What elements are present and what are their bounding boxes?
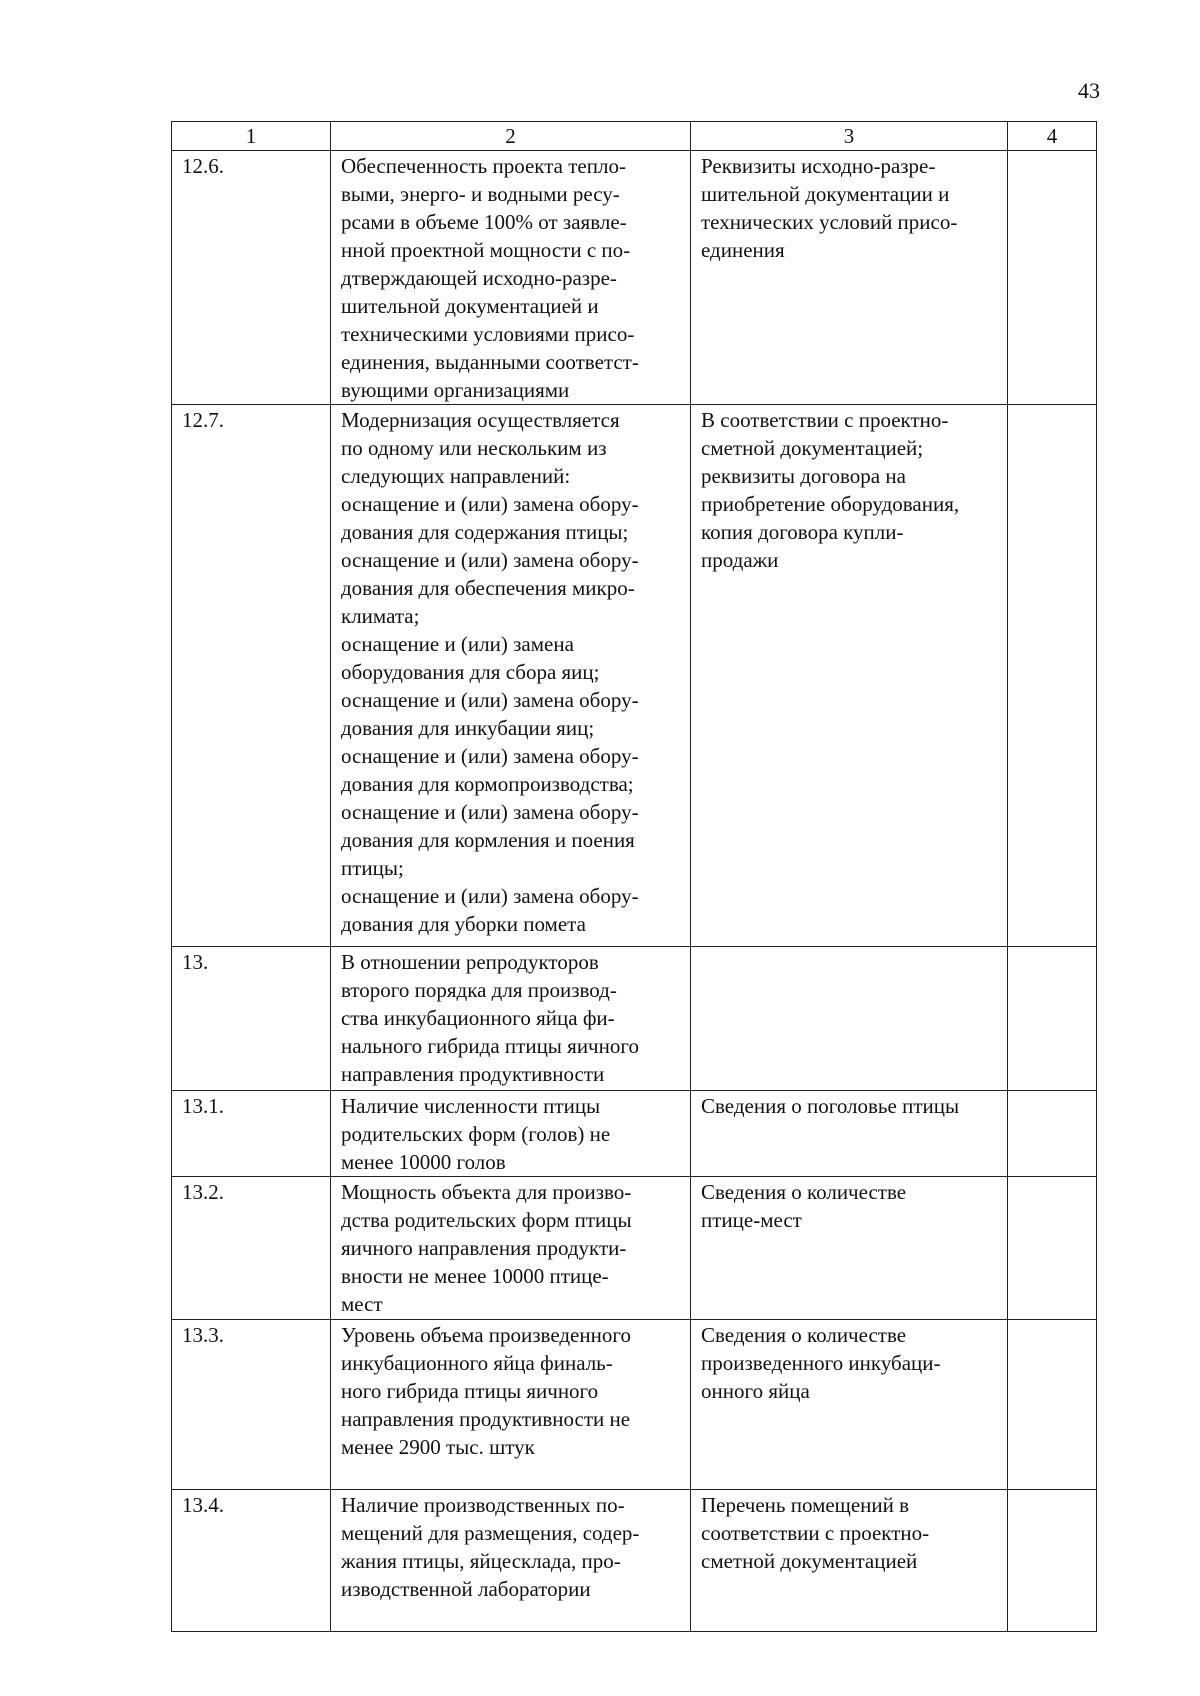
documents-text: В соответствии с проектно- сметной документацией; реквизиты договора на приобретение оборудования, копия договора купли- продажи <box>691 405 1008 947</box>
documents-text: Перечень помещений в соответствии с проектно- сметной документацией <box>691 1490 1008 1632</box>
documents-text: Сведения о количестве произведенного инкубаци- онного яйца <box>691 1320 1008 1490</box>
requirement-text: Мощность объекта для произво- дства родительских форм птицы яичного направления продукти- вности не менее 10000 птице- мест <box>331 1177 691 1320</box>
item-number: 12.6. <box>172 151 331 405</box>
requirements-table <box>171 121 1097 1632</box>
table-row <box>172 947 1097 1091</box>
page-number: 43 <box>1078 78 1100 103</box>
documents-text: Сведения о количестве птице-мест <box>691 1177 1008 1320</box>
note-cell <box>1008 151 1097 405</box>
note-cell <box>1008 1320 1097 1490</box>
column-header-1: 1 <box>172 122 331 151</box>
requirement-text: Модернизация осуществляется по одному или нескольким из следующих направлений: оснащение и (или) замена обору- дования для содержания птицы; оснащение и (или) замена обору- дования для обеспечения микро- климата; оснащение и (или) замена оборудования для сбора яиц; оснащение и (или) замена обору- дования для инкубации яиц; оснащение и (или) замена обору- дования для кормопроизводства; оснащение и (или) замена обору- дования для кормления и поения птицы; оснащение и (или) замена обору- дования для уборки помета <box>331 405 691 947</box>
documents-text: Реквизиты исходно-разре- шительной документации и технических условий присо- единения <box>691 151 1008 405</box>
requirement-text: Обеспеченность проекта тепло- выми, энерго- и водными ресу- рсами в объеме 100% от заявле- нной проектной мощности с по- дтверждающей исходно-разре- шительной документацией и техническими условиями присо- единения, выданными соответст- вующими организациями <box>331 151 691 405</box>
note-cell <box>1008 1490 1097 1632</box>
table-header-row <box>172 122 1097 151</box>
column-header-3: 3 <box>691 122 1008 151</box>
column-header-4: 4 <box>1008 122 1097 151</box>
column-header-2: 2 <box>331 122 691 151</box>
requirement-text: Наличие производственных по- мещений для размещения, содер- жания птицы, яйцесклада, про- изводственной лаборатории <box>331 1490 691 1632</box>
item-number: 12.7. <box>172 405 331 947</box>
documents-text <box>691 947 1008 1091</box>
item-number: 13. <box>172 947 331 1091</box>
note-cell <box>1008 947 1097 1091</box>
table-row <box>172 1177 1097 1320</box>
item-number: 13.3. <box>172 1320 331 1490</box>
table-row <box>172 1091 1097 1177</box>
item-number: 13.2. <box>172 1177 331 1320</box>
documents-text: Сведения о поголовье птицы <box>691 1091 1008 1177</box>
note-cell <box>1008 405 1097 947</box>
table-row <box>172 405 1097 947</box>
requirement-text: Наличие численности птицы родительских форм (голов) не менее 10000 голов <box>331 1091 691 1177</box>
table-row <box>172 1320 1097 1490</box>
table-row <box>172 1490 1097 1632</box>
requirement-text: В отношении репродукторов второго порядка для производ- ства инкубационного яйца фи- нального гибрида птицы яичного направления продуктивности <box>331 947 691 1091</box>
note-cell <box>1008 1091 1097 1177</box>
item-number: 13.4. <box>172 1490 331 1632</box>
table-row <box>172 151 1097 405</box>
note-cell <box>1008 1177 1097 1320</box>
requirement-text: Уровень объема произведенного инкубационного яйца финаль- ного гибрида птицы яичного направления продуктивности не менее 2900 тыс. штук <box>331 1320 691 1490</box>
item-number: 13.1. <box>172 1091 331 1177</box>
